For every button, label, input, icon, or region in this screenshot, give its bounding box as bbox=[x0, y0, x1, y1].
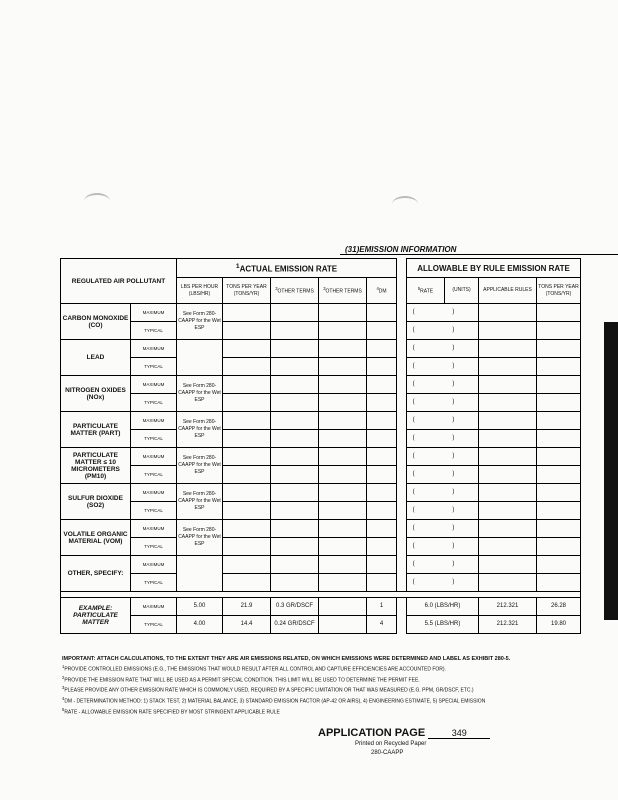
rate-units-cell[interactable]: ( ) bbox=[407, 484, 479, 502]
pollutant-row bbox=[61, 412, 581, 430]
example-max-rate: 6.0 (LBS/HR) bbox=[407, 598, 479, 616]
other-terms-cell[interactable] bbox=[271, 394, 319, 412]
applicable-rules-cell[interactable] bbox=[479, 520, 537, 538]
other-terms-cell[interactable] bbox=[271, 538, 319, 556]
tons-yr-cell[interactable] bbox=[223, 448, 271, 466]
tons-yr-allow-cell[interactable] bbox=[537, 358, 581, 376]
example-typ-other: 0.24 GR/DSCF bbox=[271, 616, 319, 634]
rate-units-cell[interactable]: ( ) bbox=[407, 412, 479, 430]
printed-note: Printed on Recycled Paper bbox=[355, 741, 427, 747]
tons-yr-cell[interactable] bbox=[223, 322, 271, 340]
pollutant-row bbox=[61, 466, 581, 484]
other-terms-cell[interactable] bbox=[271, 376, 319, 394]
pollutant-row bbox=[61, 502, 581, 520]
footnote-4: $^4$DM - DETERMINATION METHOD: 1) STACK TEST, 2) MATERIAL BALANCE, 3) STANDARD EMISSION FACTOR (AP-42 OR AIRS), 4) ENGINEERING ESTIMATE, 5) SPECIAL EMISSION bbox=[62, 695, 486, 705]
see-form-note: See Form 280-CAAPP for the Wet ESP bbox=[177, 484, 223, 520]
row-label-typical: TYPICAL bbox=[131, 466, 177, 484]
other-terms-cell-2[interactable] bbox=[319, 466, 367, 484]
pollutant-row bbox=[61, 358, 581, 376]
tons-per-year-header: TONS PER YEAR (TONS/YR) bbox=[223, 278, 271, 304]
dm-cell[interactable] bbox=[367, 520, 397, 538]
other-terms-cell-2[interactable] bbox=[319, 430, 367, 448]
tons-yr-cell[interactable] bbox=[223, 502, 271, 520]
rate-units-cell[interactable]: ( ) bbox=[407, 322, 479, 340]
pollutant-name: CARBON MONOXIDE (CO) bbox=[61, 304, 131, 340]
tons-yr-cell[interactable] bbox=[223, 574, 271, 592]
example-typ-other-2 bbox=[319, 616, 367, 634]
other-terms-cell-2[interactable] bbox=[319, 304, 367, 322]
rate-units-cell[interactable]: ( ) bbox=[407, 430, 479, 448]
other-terms-cell-2[interactable] bbox=[319, 358, 367, 376]
other-terms-cell[interactable] bbox=[271, 502, 319, 520]
pollutant-row bbox=[61, 322, 581, 340]
example-max-tons-yr: 21.9 bbox=[223, 598, 271, 616]
applicable-rules-cell[interactable] bbox=[479, 412, 537, 430]
see-form-note: See Form 280-CAAPP for the Wet ESP bbox=[177, 304, 223, 340]
tons-per-year-allow-header: TONS PER YEAR (TONS/YR) bbox=[537, 278, 581, 304]
other-terms-cell[interactable] bbox=[271, 484, 319, 502]
other-terms-cell-2[interactable] bbox=[319, 448, 367, 466]
applicable-rules-cell[interactable] bbox=[479, 376, 537, 394]
row-label-maximum: MAXIMUM bbox=[131, 598, 177, 616]
dm-cell[interactable] bbox=[367, 394, 397, 412]
tons-yr-allow-cell[interactable] bbox=[537, 466, 581, 484]
margin-scan-bar bbox=[604, 322, 618, 620]
pollutant-header: REGULATED AIR POLLUTANT bbox=[61, 259, 177, 304]
tons-yr-cell[interactable] bbox=[223, 556, 271, 574]
row-label-maximum: MAXIMUM bbox=[131, 520, 177, 538]
applicable-rules-cell[interactable] bbox=[479, 394, 537, 412]
other-terms-cell-2[interactable] bbox=[319, 520, 367, 538]
footnote-1: $^1$PROVIDE CONTROLLED EMISSIONS (E.G., THE EMISSIONS THAT WOULD RESULT AFTER ALL CONTROL AND CAPTURE EFFICIENCIES ARE ACCOUNTED FOR). bbox=[62, 664, 446, 673]
dm-cell[interactable] bbox=[367, 556, 397, 574]
pollutant-name: PARTICULATE MATTER (PART) bbox=[61, 412, 131, 448]
dm-cell[interactable] bbox=[367, 358, 397, 376]
example-typ-dm: 4 bbox=[367, 616, 397, 634]
tons-yr-cell[interactable] bbox=[223, 520, 271, 538]
other-terms-cell[interactable] bbox=[271, 448, 319, 466]
pollutant-row bbox=[61, 304, 581, 322]
dm-cell[interactable] bbox=[367, 574, 397, 592]
rate-units-cell[interactable]: ( ) bbox=[407, 394, 479, 412]
row-label-maximum: MAXIMUM bbox=[131, 412, 177, 430]
pollutant-row bbox=[61, 484, 581, 502]
pollutant-row bbox=[61, 376, 581, 394]
rate-units-cell[interactable]: ( ) bbox=[407, 502, 479, 520]
punch-hole-left bbox=[84, 193, 110, 209]
pollutant-row bbox=[61, 574, 581, 592]
tons-yr-allow-cell[interactable] bbox=[537, 430, 581, 448]
tons-yr-allow-cell[interactable] bbox=[537, 304, 581, 322]
tons-yr-cell[interactable] bbox=[223, 376, 271, 394]
applicable-rules-cell[interactable] bbox=[479, 556, 537, 574]
other-terms-header-1: $^3$OTHER TERMS bbox=[271, 278, 319, 304]
other-terms-cell-2[interactable] bbox=[319, 340, 367, 358]
rate-units-cell[interactable]: ( ) bbox=[407, 358, 479, 376]
row-label-typical: TYPICAL bbox=[131, 430, 177, 448]
pollutant-name: VOLATILE ORGANIC MATERIAL (VOM) bbox=[61, 520, 131, 556]
dm-cell[interactable] bbox=[367, 304, 397, 322]
rate-units-cell[interactable]: ( ) bbox=[407, 520, 479, 538]
applicable-rules-cell[interactable] bbox=[479, 538, 537, 556]
units-header: (UNITS) bbox=[445, 278, 479, 304]
other-terms-cell-2[interactable] bbox=[319, 394, 367, 412]
pollutant-row bbox=[61, 556, 581, 574]
tons-yr-cell[interactable] bbox=[223, 538, 271, 556]
row-label-maximum: MAXIMUM bbox=[131, 556, 177, 574]
example-pollutant-name: EXAMPLE: PARTICULATE MATTER bbox=[61, 598, 131, 634]
form-number: 280-CAAPP bbox=[371, 750, 404, 756]
dm-header: $^4$DM bbox=[367, 278, 397, 304]
tons-yr-allow-cell[interactable] bbox=[537, 376, 581, 394]
tons-yr-allow-cell[interactable] bbox=[537, 340, 581, 358]
row-label-typical: TYPICAL bbox=[131, 502, 177, 520]
footnotes bbox=[62, 656, 618, 716]
pollutant-row bbox=[61, 430, 581, 448]
applicable-rules-cell[interactable] bbox=[479, 322, 537, 340]
tons-yr-allow-cell[interactable] bbox=[537, 538, 581, 556]
other-terms-cell[interactable] bbox=[271, 430, 319, 448]
footnote-3: $^3$PLEASE PROVIDE ANY OTHER EMISSION RATE WHICH IS COMMONLY USED, REQUIRED BY A SPECIFIC LIMITATION OR THAT WAS MEASURED (E.G. PPM, GR/DSCF, ETC.) bbox=[62, 685, 474, 694]
example-max-other: 0.3 GR/DSCF bbox=[271, 598, 319, 616]
dm-cell[interactable] bbox=[367, 412, 397, 430]
dm-cell[interactable] bbox=[367, 322, 397, 340]
tons-yr-allow-cell[interactable] bbox=[537, 448, 581, 466]
example-typ-lbs-hr: 4.00 bbox=[177, 616, 223, 634]
tons-yr-cell[interactable] bbox=[223, 430, 271, 448]
pollutant-row bbox=[61, 520, 581, 538]
row-label-maximum: MAXIMUM bbox=[131, 448, 177, 466]
applicable-rules-cell[interactable] bbox=[479, 340, 537, 358]
row-label-typical: TYPICAL bbox=[131, 574, 177, 592]
rate-units-cell[interactable]: ( ) bbox=[407, 466, 479, 484]
other-terms-cell[interactable] bbox=[271, 520, 319, 538]
example-typ-tons-allow: 19.80 bbox=[537, 616, 581, 634]
see-form-note: See Form 280-CAAPP for the Wet ESP bbox=[177, 376, 223, 412]
dm-cell[interactable] bbox=[367, 466, 397, 484]
row-label-maximum: MAXIMUM bbox=[131, 304, 177, 322]
example-max-dm: 1 bbox=[367, 598, 397, 616]
other-terms-cell-2[interactable] bbox=[319, 412, 367, 430]
dm-cell[interactable] bbox=[367, 430, 397, 448]
lbs-hr-cell[interactable] bbox=[177, 556, 223, 592]
other-terms-cell[interactable] bbox=[271, 322, 319, 340]
rate-units-cell[interactable]: ( ) bbox=[407, 556, 479, 574]
applicable-rules-header: APPLICABLE RULES bbox=[479, 278, 537, 304]
tons-yr-cell[interactable] bbox=[223, 412, 271, 430]
applicable-rules-cell[interactable] bbox=[479, 484, 537, 502]
pollutant-name: NITROGEN OXIDES (NOx) bbox=[61, 376, 131, 412]
lbs-hr-cell[interactable] bbox=[177, 340, 223, 376]
row-label-maximum: MAXIMUM bbox=[131, 484, 177, 502]
lbs-per-hour-header: LBS PER HOUR (LBS/HR) bbox=[177, 278, 223, 304]
pollutant-name: PARTICULATE MATTER ≤ 10 MICROMETERS (PM10) bbox=[61, 448, 131, 484]
tons-yr-allow-cell[interactable] bbox=[537, 556, 581, 574]
see-form-note: See Form 280-CAAPP for the Wet ESP bbox=[177, 412, 223, 448]
rate-header: $^5$RATE bbox=[407, 278, 445, 304]
pollutant-row bbox=[61, 538, 581, 556]
rate-units-cell[interactable]: ( ) bbox=[407, 448, 479, 466]
see-form-note: See Form 280-CAAPP for the Wet ESP bbox=[177, 448, 223, 484]
pollutant-rows bbox=[61, 304, 581, 592]
dm-cell[interactable] bbox=[367, 502, 397, 520]
tons-yr-allow-cell[interactable] bbox=[537, 412, 581, 430]
other-terms-cell-2[interactable] bbox=[319, 502, 367, 520]
tons-yr-allow-cell[interactable] bbox=[537, 520, 581, 538]
example-max-other-2 bbox=[319, 598, 367, 616]
example-max-lbs-hr: 5.00 bbox=[177, 598, 223, 616]
pollutant-row bbox=[61, 448, 581, 466]
other-terms-header-2: $^3$OTHER TERMS bbox=[319, 278, 367, 304]
other-terms-cell-2[interactable] bbox=[319, 574, 367, 592]
emission-table bbox=[60, 258, 581, 634]
pollutant-row bbox=[61, 394, 581, 412]
footnote-5: $^5$RATE - ALLOWABLE EMISSION RATE SPECIFIED BY MOST STRINGENT APPLICABLE RULE bbox=[62, 706, 280, 716]
row-label-typical: TYPICAL bbox=[131, 616, 177, 634]
tons-yr-cell[interactable] bbox=[223, 466, 271, 484]
allowable-emission-header: ALLOWABLE BY RULE EMISSION RATE bbox=[407, 259, 581, 278]
tons-yr-allow-cell[interactable] bbox=[537, 484, 581, 502]
row-label-maximum: MAXIMUM bbox=[131, 376, 177, 394]
other-terms-cell[interactable] bbox=[271, 412, 319, 430]
footnote-2: $^2$PROVIDE THE EMISSION RATE THAT WILL BE USED AS A PERMIT SPECIAL CONDITION. THIS LIMIT WILL BE USED TO DETERMINE THE PERMIT FEE. bbox=[62, 674, 420, 684]
section-title: (31)EMISSION INFORMATION bbox=[345, 245, 457, 254]
row-label-typical: TYPICAL bbox=[131, 394, 177, 412]
other-terms-cell[interactable] bbox=[271, 340, 319, 358]
applicable-rules-cell[interactable] bbox=[479, 574, 537, 592]
other-terms-cell[interactable] bbox=[271, 358, 319, 376]
other-terms-cell-2[interactable] bbox=[319, 538, 367, 556]
tons-yr-allow-cell[interactable] bbox=[537, 394, 581, 412]
rate-units-cell[interactable]: ( ) bbox=[407, 376, 479, 394]
example-typ-rules: 212.321 bbox=[479, 616, 537, 634]
rate-units-cell[interactable]: ( ) bbox=[407, 574, 479, 592]
rate-units-cell[interactable]: ( ) bbox=[407, 340, 479, 358]
applicable-rules-cell[interactable] bbox=[479, 502, 537, 520]
pollutant-name: SULFUR DIOXIDE (SO2) bbox=[61, 484, 131, 520]
page-number: 349 bbox=[428, 728, 490, 739]
tons-yr-cell[interactable] bbox=[223, 484, 271, 502]
applicable-rules-cell[interactable] bbox=[479, 448, 537, 466]
dm-cell[interactable] bbox=[367, 484, 397, 502]
applicable-rules-cell[interactable] bbox=[479, 466, 537, 484]
dm-cell[interactable] bbox=[367, 376, 397, 394]
applicable-rules-cell[interactable] bbox=[479, 358, 537, 376]
example-max-tons-allow: 26.28 bbox=[537, 598, 581, 616]
see-form-note: See Form 280-CAAPP for the Wet ESP bbox=[177, 520, 223, 556]
tons-yr-cell[interactable] bbox=[223, 358, 271, 376]
dm-cell[interactable] bbox=[367, 448, 397, 466]
rate-units-cell[interactable]: ( ) bbox=[407, 538, 479, 556]
row-label-typical: TYPICAL bbox=[131, 538, 177, 556]
example-max-rules: 212.321 bbox=[479, 598, 537, 616]
tons-yr-allow-cell[interactable] bbox=[537, 574, 581, 592]
row-label-maximum: MAXIMUM bbox=[131, 340, 177, 358]
example-typ-rate: 5.5 (LBS/HR) bbox=[407, 616, 479, 634]
other-terms-cell[interactable] bbox=[271, 304, 319, 322]
other-terms-cell-2[interactable] bbox=[319, 484, 367, 502]
tons-yr-cell[interactable] bbox=[223, 304, 271, 322]
row-label-typical: TYPICAL bbox=[131, 358, 177, 376]
applicable-rules-cell[interactable] bbox=[479, 304, 537, 322]
other-terms-cell-2[interactable] bbox=[319, 376, 367, 394]
other-terms-cell[interactable] bbox=[271, 466, 319, 484]
tons-yr-cell[interactable] bbox=[223, 394, 271, 412]
rate-units-cell[interactable]: ( ) bbox=[407, 304, 479, 322]
pollutant-name: LEAD bbox=[61, 340, 131, 376]
dm-cell[interactable] bbox=[367, 340, 397, 358]
example-typ-tons-yr: 14.4 bbox=[223, 616, 271, 634]
pollutant-row bbox=[61, 340, 581, 358]
punch-hole-right bbox=[392, 196, 418, 212]
tons-yr-allow-cell[interactable] bbox=[537, 322, 581, 340]
important-note: IMPORTANT: ATTACH CALCULATIONS, TO THE EXTENT THEY ARE AIR EMISSIONS RELATED, ON WHICH EMISSIONS WERE DETERMINED AND LABEL AS EXHIBIT 280-5. bbox=[62, 656, 511, 662]
tons-yr-cell[interactable] bbox=[223, 340, 271, 358]
other-terms-cell[interactable] bbox=[271, 574, 319, 592]
dm-cell[interactable] bbox=[367, 538, 397, 556]
other-terms-cell[interactable] bbox=[271, 556, 319, 574]
tons-yr-allow-cell[interactable] bbox=[537, 502, 581, 520]
application-page: APPLICATION PAGE 349 bbox=[318, 727, 490, 739]
row-label-typical: TYPICAL bbox=[131, 322, 177, 340]
applicable-rules-cell[interactable] bbox=[479, 430, 537, 448]
pollutant-name: OTHER, SPECIFY: bbox=[61, 556, 131, 592]
title-underline bbox=[340, 254, 618, 255]
other-terms-cell-2[interactable] bbox=[319, 556, 367, 574]
actual-emission-header: $^1$ACTUAL EMISSION RATE bbox=[177, 259, 397, 278]
other-terms-cell-2[interactable] bbox=[319, 322, 367, 340]
